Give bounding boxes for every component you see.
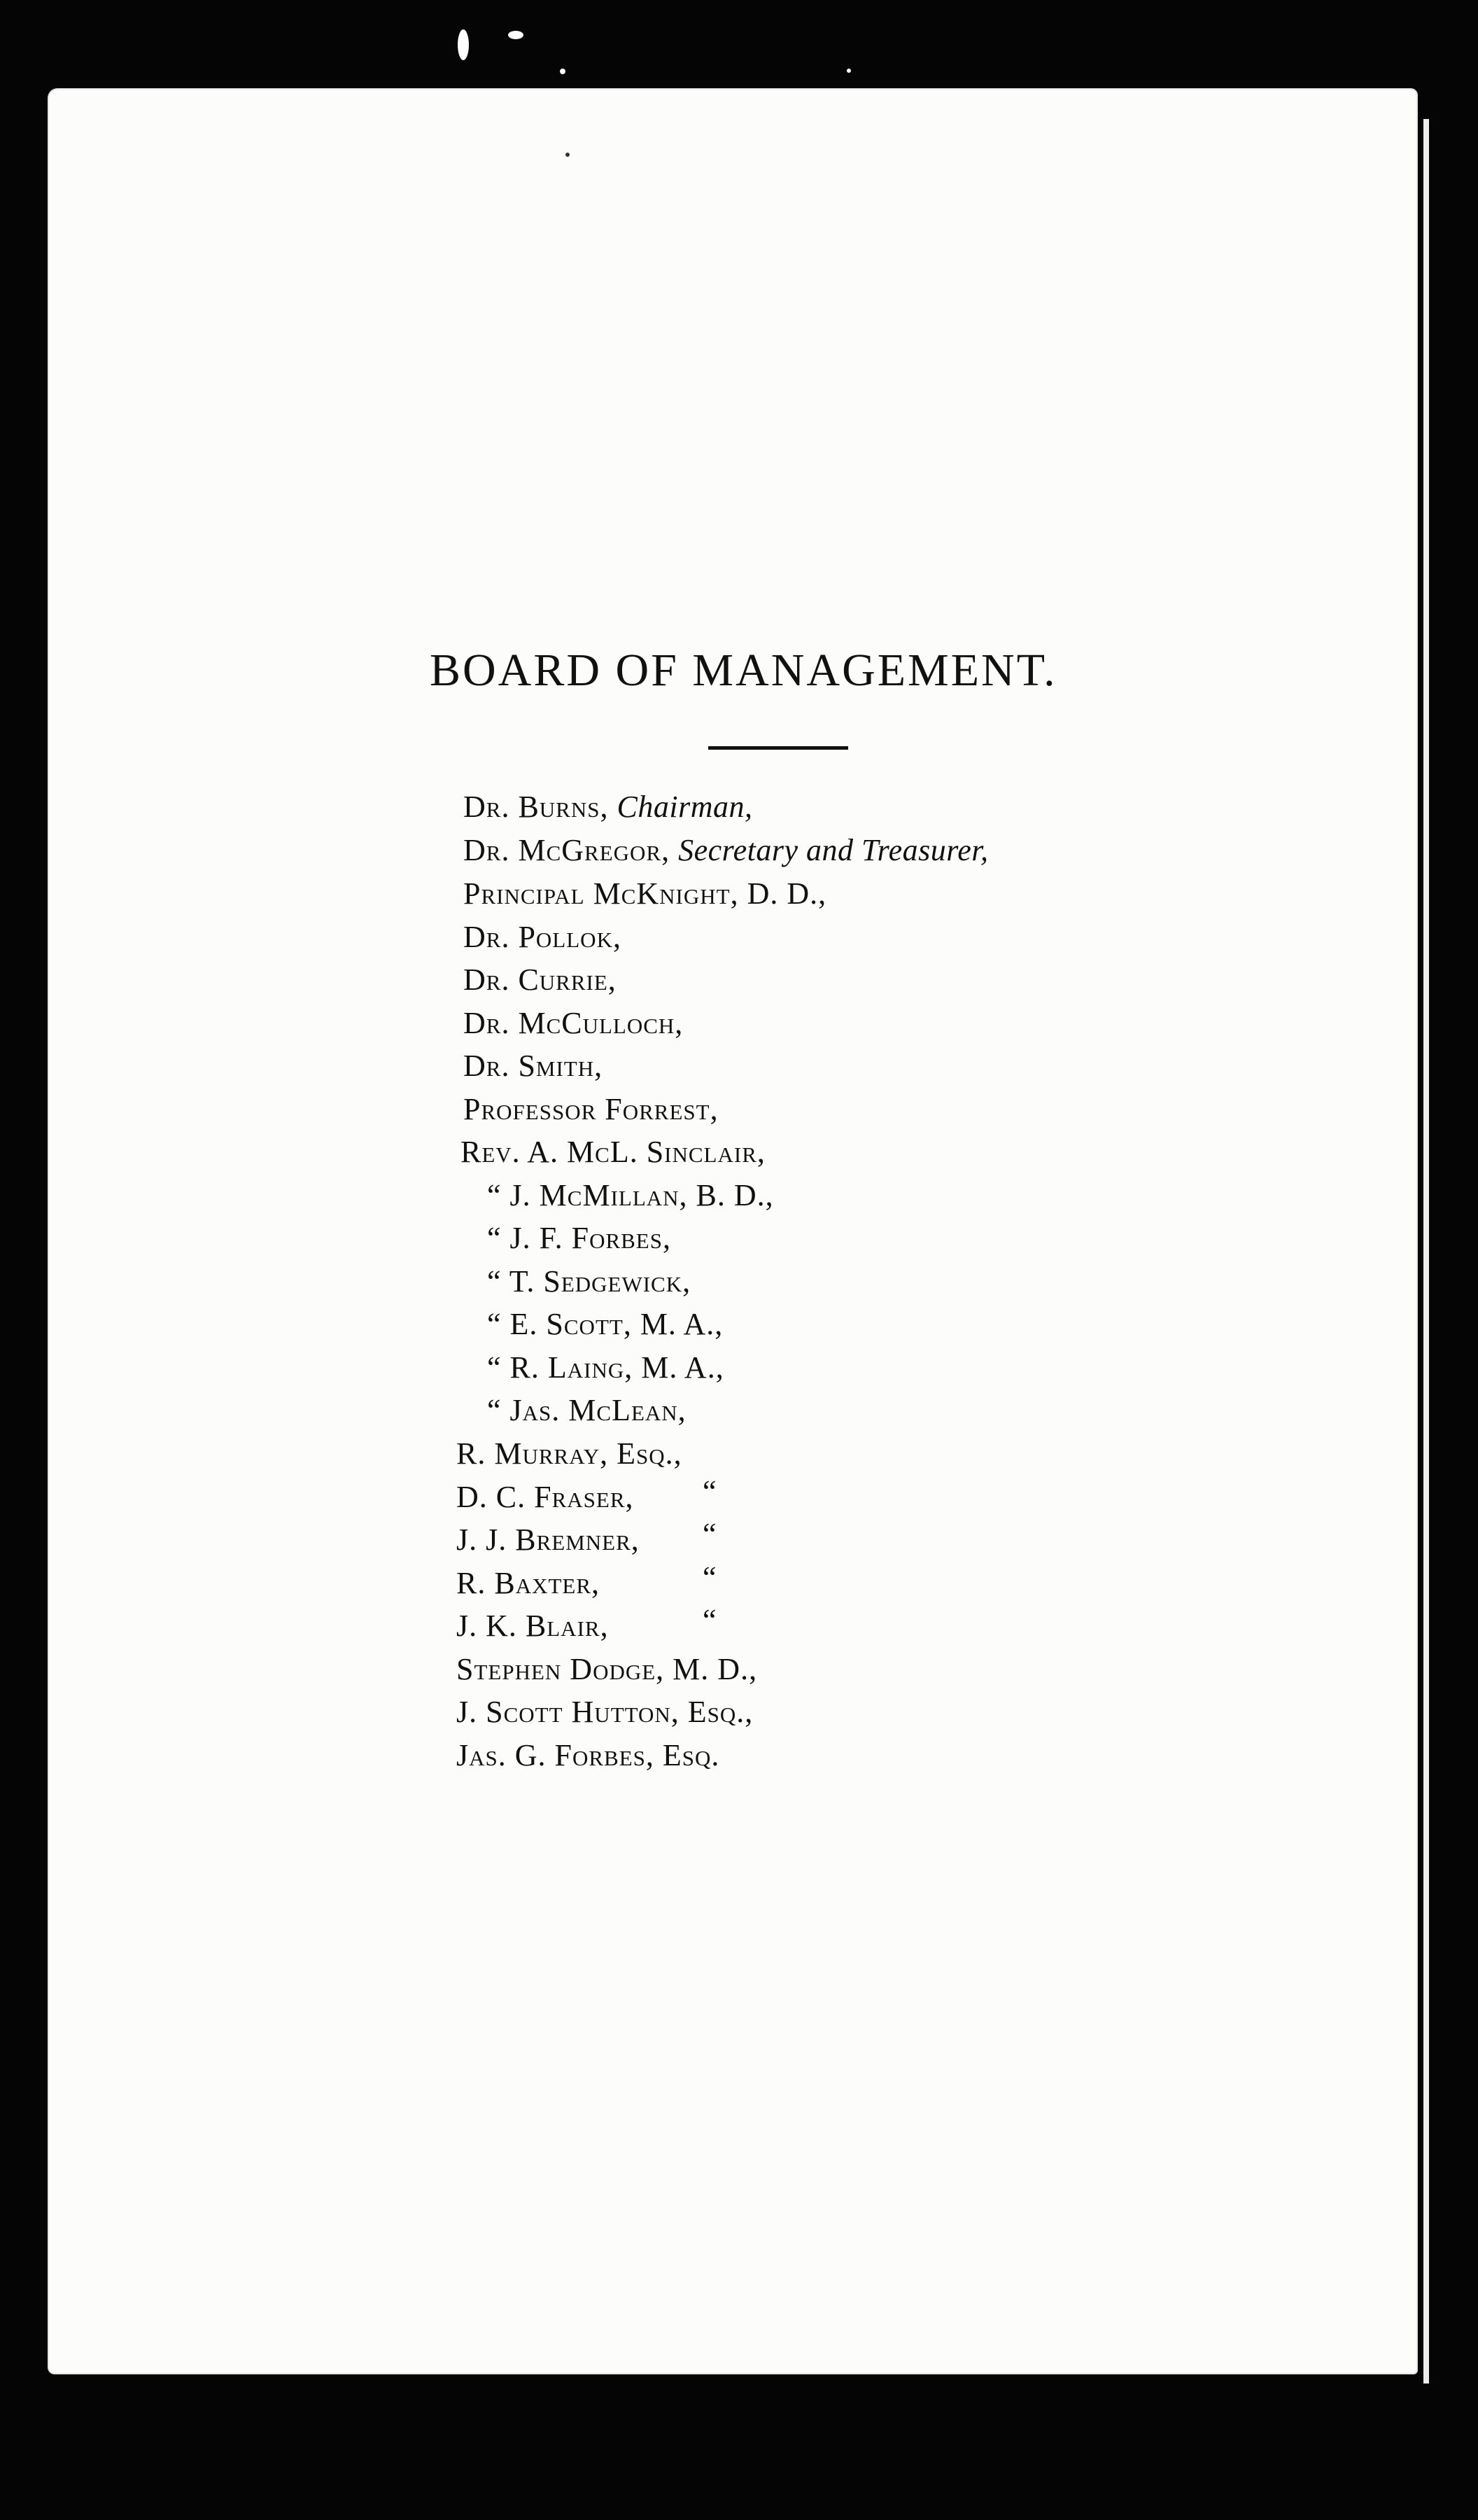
member-name: Dr. McGregor,: [463, 833, 670, 867]
member-entry: Jas. G. Forbes, Esq.: [456, 1738, 720, 1772]
member-entry: Professor Forrest,: [463, 1092, 719, 1126]
member-entry: Rev. A. McL. Sinclair,: [460, 1135, 766, 1169]
page-edge: [1423, 119, 1429, 2384]
member-entry: Principal McKnight, D. D.,: [463, 876, 827, 911]
member-entry: “ J. McMillan, B. D.,: [487, 1178, 774, 1212]
member-entry: D. C. Fraser,: [456, 1480, 634, 1514]
member-entry: Dr. McCulloch,: [463, 1006, 684, 1040]
member-entry: J. K. Blair,: [456, 1609, 609, 1643]
member-entry: J. Scott Hutton, Esq.,: [456, 1695, 754, 1729]
scan-speck: [565, 153, 570, 157]
member-entry: Dr. Smith,: [463, 1049, 603, 1083]
member-entry: “ J. F. Forbes,: [487, 1221, 671, 1255]
member-entry: [463, 789, 752, 825]
page-title: BOARD OF MANAGEMENT.: [430, 645, 1057, 696]
scan-speck: [508, 31, 523, 39]
member-name: Dr. Burns,: [463, 790, 609, 824]
member-entry: “ Jas. McLean,: [487, 1393, 687, 1427]
member-entry: “ R. Laing, M. A.,: [487, 1350, 724, 1385]
ditto-mark: “: [703, 1474, 717, 1508]
member-entry: “ E. Scott, M. A.,: [487, 1307, 724, 1341]
member-entry: Dr. Pollok,: [463, 920, 621, 954]
ditto-mark: “: [703, 1560, 717, 1595]
title-rule: [708, 746, 848, 750]
member-entry: J. J. Bremner,: [456, 1522, 640, 1557]
scan-speck: [458, 29, 469, 60]
member-entry: R. Baxter,: [456, 1566, 600, 1600]
document-page: [48, 88, 1418, 2374]
ditto-mark: “: [703, 1517, 717, 1551]
member-entry: Stephen Dodge, M. D.,: [456, 1652, 758, 1686]
member-entry: R. Murray, Esq.,: [456, 1436, 682, 1471]
member-entry: [463, 832, 989, 868]
member-entry: Dr. Currie,: [463, 962, 617, 997]
member-role: Secretary and Treasurer,: [678, 833, 989, 867]
scan-speck: [560, 69, 565, 74]
scan-speck: [847, 69, 851, 73]
member-entry: “ T. Sedgewick,: [487, 1264, 691, 1298]
ditto-mark: “: [703, 1603, 717, 1637]
member-role: Chairman,: [617, 790, 753, 824]
